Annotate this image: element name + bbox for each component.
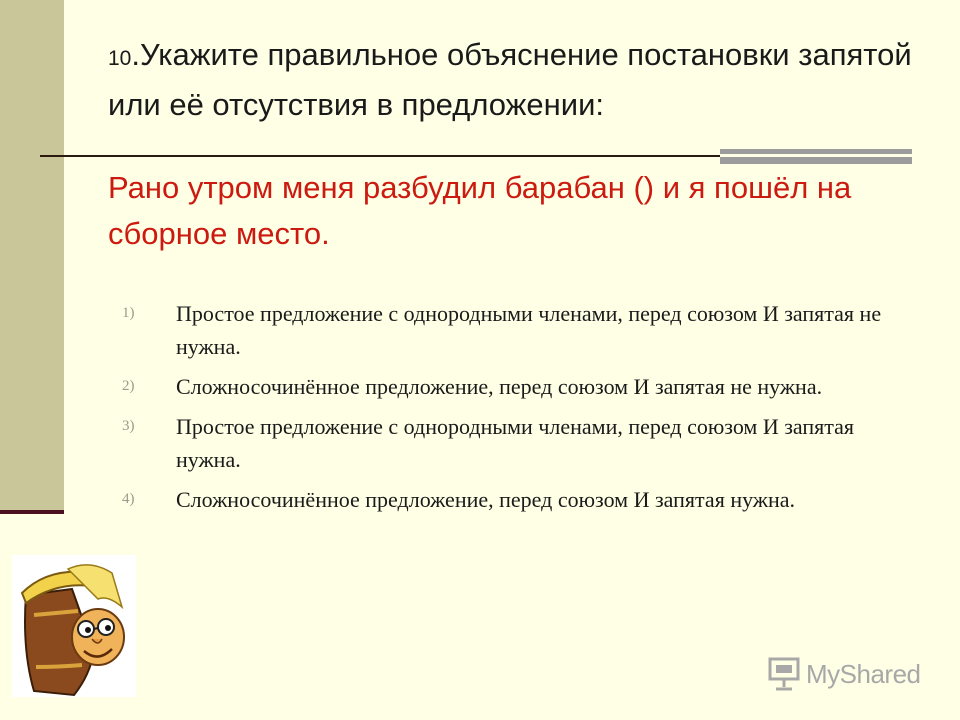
option-number: 2) xyxy=(122,378,135,394)
example-sentence: Рано утром меня разбудил барабан () и я пошёл на сборное место. xyxy=(108,170,852,251)
option-text: Сложносочинённое предложение, перед союзом И запятая нужна. xyxy=(176,487,796,512)
presentation-board-icon xyxy=(768,657,800,691)
option-text: Сложносочинённое предложение, перед союзом И запятая не нужна. xyxy=(176,374,823,399)
question-number: 10 xyxy=(108,47,132,70)
answer-option[interactable] xyxy=(122,410,902,476)
title-divider-accent xyxy=(720,149,912,164)
left-sidebar-band xyxy=(0,0,64,512)
answer-options xyxy=(122,297,902,523)
question-title xyxy=(108,32,928,128)
question-text: .Укажите правильное объяснение постановки запятой или её отсутствия в предложении: xyxy=(108,37,912,122)
book-character-icon xyxy=(12,555,136,697)
answer-option[interactable] xyxy=(122,297,902,363)
option-number: 3) xyxy=(122,418,135,434)
option-number: 4) xyxy=(122,491,135,507)
answer-option[interactable] xyxy=(122,483,902,516)
sidebar-divider xyxy=(0,510,64,514)
answer-option[interactable] xyxy=(122,370,902,403)
watermark xyxy=(768,656,921,692)
option-number: 1) xyxy=(122,305,135,321)
option-text: Простое предложение с однородными членами, перед союзом И запятая нужна. xyxy=(176,414,855,472)
watermark-text: MyShared xyxy=(806,658,921,689)
option-text: Простое предложение с однородными членами, перед союзом И запятая не нужна. xyxy=(176,301,882,359)
